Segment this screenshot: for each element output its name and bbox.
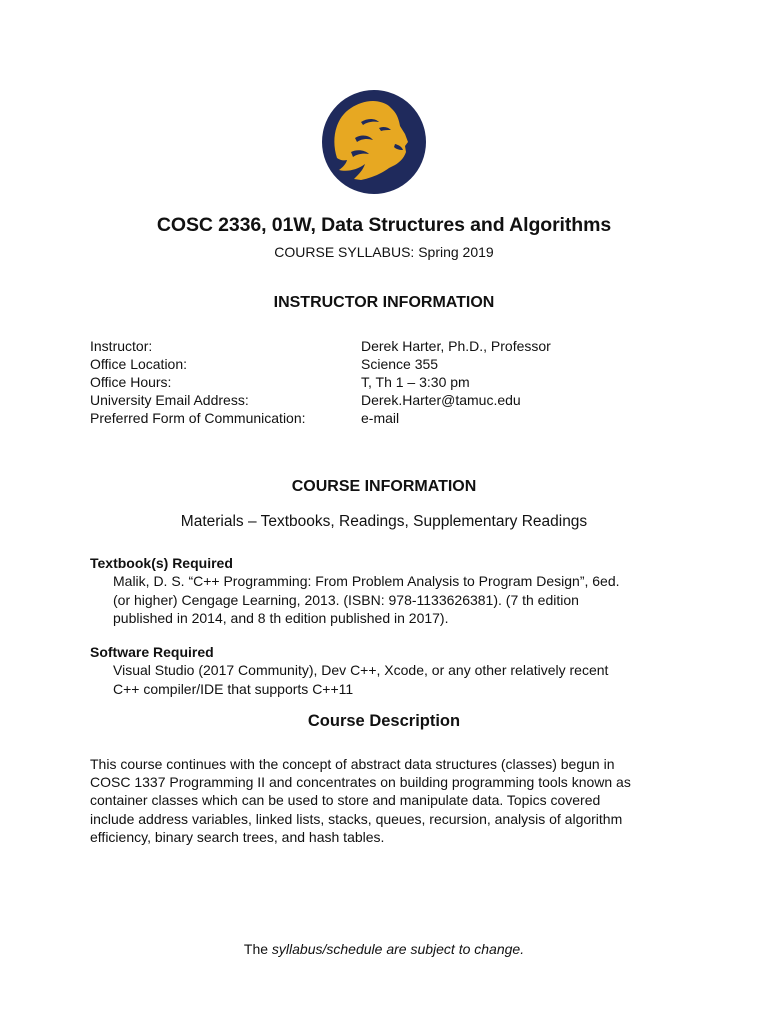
info-value: Derek Harter, Ph.D., Professor bbox=[361, 338, 551, 354]
footer-note bbox=[0, 941, 768, 957]
info-value: e-mail bbox=[361, 410, 400, 426]
description-line: COSC 1337 Programming II and concentrates on building programming tools known as bbox=[90, 774, 631, 791]
course-title: COSC 2336, 01W, Data Structures and Algorithms bbox=[156, 214, 612, 236]
footer-prefix: The bbox=[243, 941, 272, 957]
info-row-office-hours bbox=[90, 373, 690, 391]
description-line: efficiency, binary search trees, and hash tables. bbox=[90, 828, 385, 845]
info-value: Science 355 bbox=[361, 356, 439, 372]
description-line: include address variables, linked lists, stacks, queues, recursion, analysis of algorithm bbox=[90, 810, 623, 827]
info-row-email bbox=[90, 391, 690, 409]
description-line: container classes which can be used to store and manipulate data. Topics covered bbox=[90, 792, 601, 809]
info-row-instructor bbox=[90, 337, 690, 355]
description-text bbox=[90, 755, 690, 846]
textbook-line: Malik, D. S. “C++ Programming: From Problem Analysis to Program Design”, 6ed. bbox=[113, 573, 620, 589]
lion-head-icon bbox=[321, 88, 427, 196]
materials-heading: Materials – Textbooks, Readings, Supplementary Readings bbox=[180, 513, 588, 530]
info-label: Instructor: bbox=[90, 338, 153, 354]
info-label: Preferred Form of Communication: bbox=[90, 410, 306, 426]
info-label: Office Hours: bbox=[90, 374, 172, 390]
textbook-line: (or higher) Cengage Learning, 2013. (ISBN: 978-1133626381). (7 th edition bbox=[113, 591, 579, 608]
instructor-info-table bbox=[90, 337, 690, 427]
software-heading: Software Required bbox=[90, 644, 214, 660]
info-row-office-location bbox=[90, 355, 690, 373]
instructor-heading: INSTRUCTOR INFORMATION bbox=[273, 294, 495, 311]
email-link[interactable]: Derek.Harter@tamuc.edu bbox=[361, 392, 521, 408]
software-text bbox=[113, 661, 673, 698]
textbook-line: published in 2014, and 8 th edition published in 2017). bbox=[113, 610, 449, 626]
course-info-heading: COURSE INFORMATION bbox=[291, 478, 477, 495]
description-line: This course continues with the concept of abstract data structures (classes) begun in bbox=[90, 756, 615, 772]
info-label: University Email Address: bbox=[90, 392, 249, 408]
footer-italic: syllabus/schedule are subject to change. bbox=[271, 941, 525, 957]
textbook-text bbox=[113, 572, 673, 628]
course-subtitle: COURSE SYLLABUS: Spring 2019 bbox=[274, 244, 494, 260]
description-heading: Course Description bbox=[307, 712, 461, 730]
info-value: T, Th 1 – 3:30 pm bbox=[361, 374, 470, 390]
info-label: Office Location: bbox=[90, 356, 188, 372]
software-line: Visual Studio (2017 Community), Dev C++, Xcode, or any other relatively recent bbox=[113, 662, 609, 678]
info-row-communication bbox=[90, 409, 690, 427]
software-line: C++ compiler/IDE that supports C++11 bbox=[113, 680, 354, 697]
textbook-heading: Textbook(s) Required bbox=[90, 555, 233, 571]
